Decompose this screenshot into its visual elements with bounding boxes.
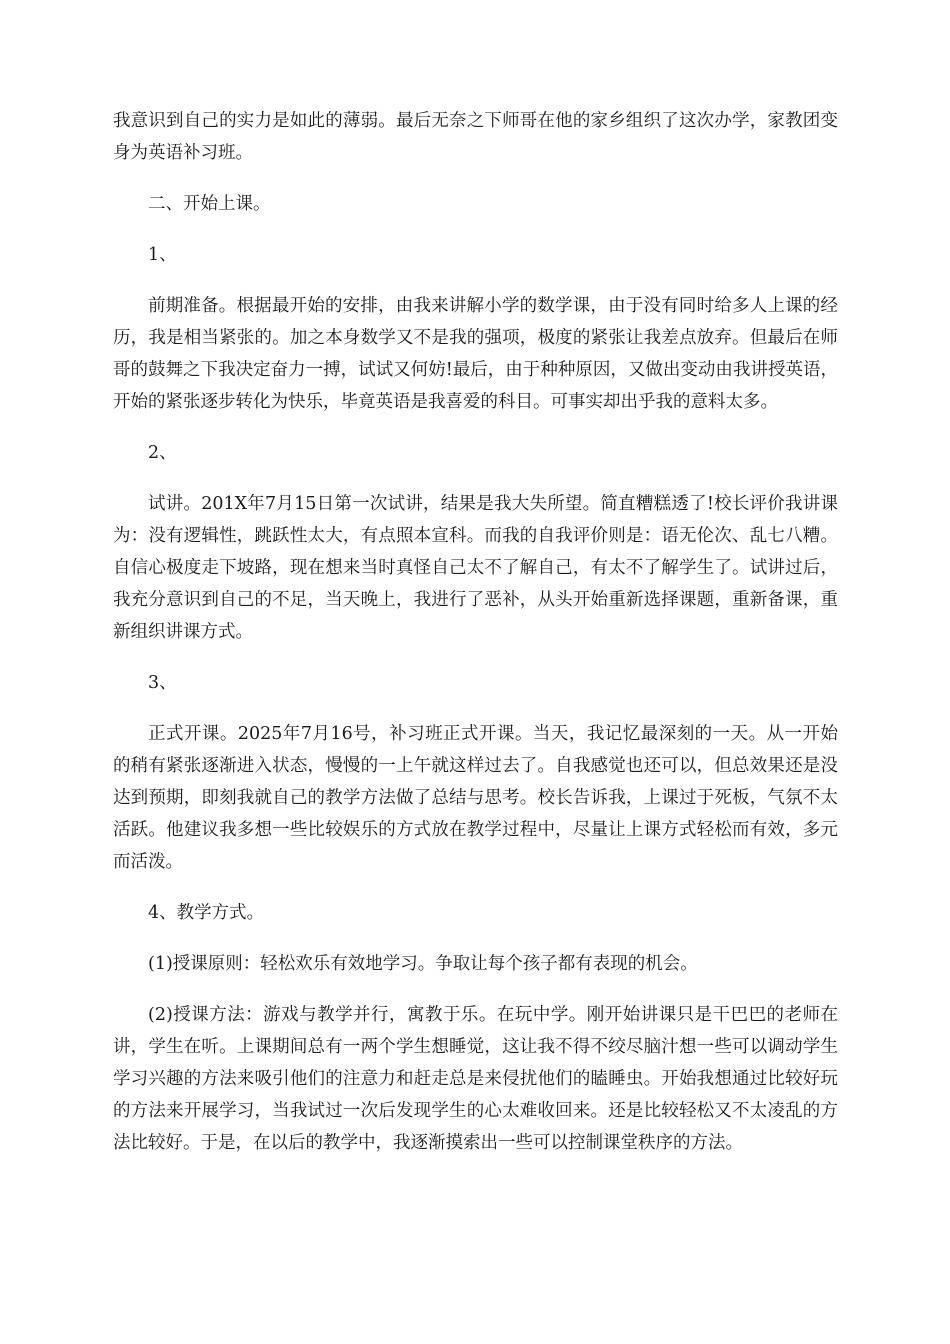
paragraph-continuation: 我意识到自己的实力是如此的薄弱。最后无奈之下师哥在他的家乡组织了这次办学，家教团变身为英语补习班。 [113, 111, 838, 163]
paragraph-trial-lecture: 试讲。201X年7月15日第一次试讲，结果是我大失所望。简直糟糕透了!校长评价我讲课为：没有逻辑性，跳跃性太大，有点照本宣科。而我的自我评价则是：语无伦次、乱七八糟。自信心极度走下坡路，现在想来当时真怪自己太不了解自己，有太不了解学生了。试讲过后，我充分意识到自己的不足，当天晚上，我进行了恶补，从头开始重新选择课题，重新备课，重新组织讲课方式。 [113, 494, 838, 642]
paragraph-preparation: 前期准备。根据最开始的安排，由我来讲解小学的数学课，由于没有同时给多人上课的经历，我是相当紧张的。加之本身数学又不是我的强项，极度的紧张让我差点放弃。但最后在师哥的鼓舞之下我决定奋力一搏，试试又何妨!最后，由于种种原因，又做出变动由我讲授英语，开始的紧张逐步转化为快乐，毕竟英语是我喜爱的科目。可事实却出乎我的意料太多。 [113, 296, 838, 412]
item-number-3: 3、 [148, 673, 177, 693]
document-body [113, 105, 838, 1178]
item-number-2: 2、 [148, 443, 177, 463]
item-heading-teaching-method: 4、教学方式。 [148, 903, 265, 923]
paragraph-formal-start: 正式开课。2025年7月16号，补习班正式开课。当天，我记忆最深刻的一天。从一开始的稍有紧张逐渐进入状态，慢慢的一上午就这样过去了。自我感觉也还可以，但总效果还是没达到预期，即刻我就自己的教学方法做了总结与思考。校长告诉我，上课过于死板，气氛不太活跃。他建议我多想一些比较娱乐的方式放在教学过程中，尽量让上课方式轻松而有效，多元而活泼。 [113, 724, 838, 872]
paragraph-teaching-principle: (1)授课原则：轻松欢乐有效地学习。争取让每个孩子都有表现的机会。 [148, 954, 698, 974]
item-number-1: 1、 [148, 245, 177, 265]
paragraph-teaching-approach: (2)授课方法：游戏与教学并行，寓教于乐。在玩中学。刚开始讲课只是干巴巴的老师在讲，学生在听。上课期间总有一两个学生想睡觉，这让我不得不绞尽脑汁想一些可以调动学生学习兴趣的方法来吸引他们的注意力和赶走总是来侵扰他们的瞌睡虫。开始我想通过比较好玩的方法来开展学习，当我试过一次后发现学生的心太难收回来。还是比较轻松又不太凌乱的方法比较好。于是，在以后的教学中，我逐渐摸索出一些可以控制课堂秩序的方法。 [113, 1005, 838, 1153]
section-heading-start-class: 二、开始上课。 [148, 194, 271, 214]
